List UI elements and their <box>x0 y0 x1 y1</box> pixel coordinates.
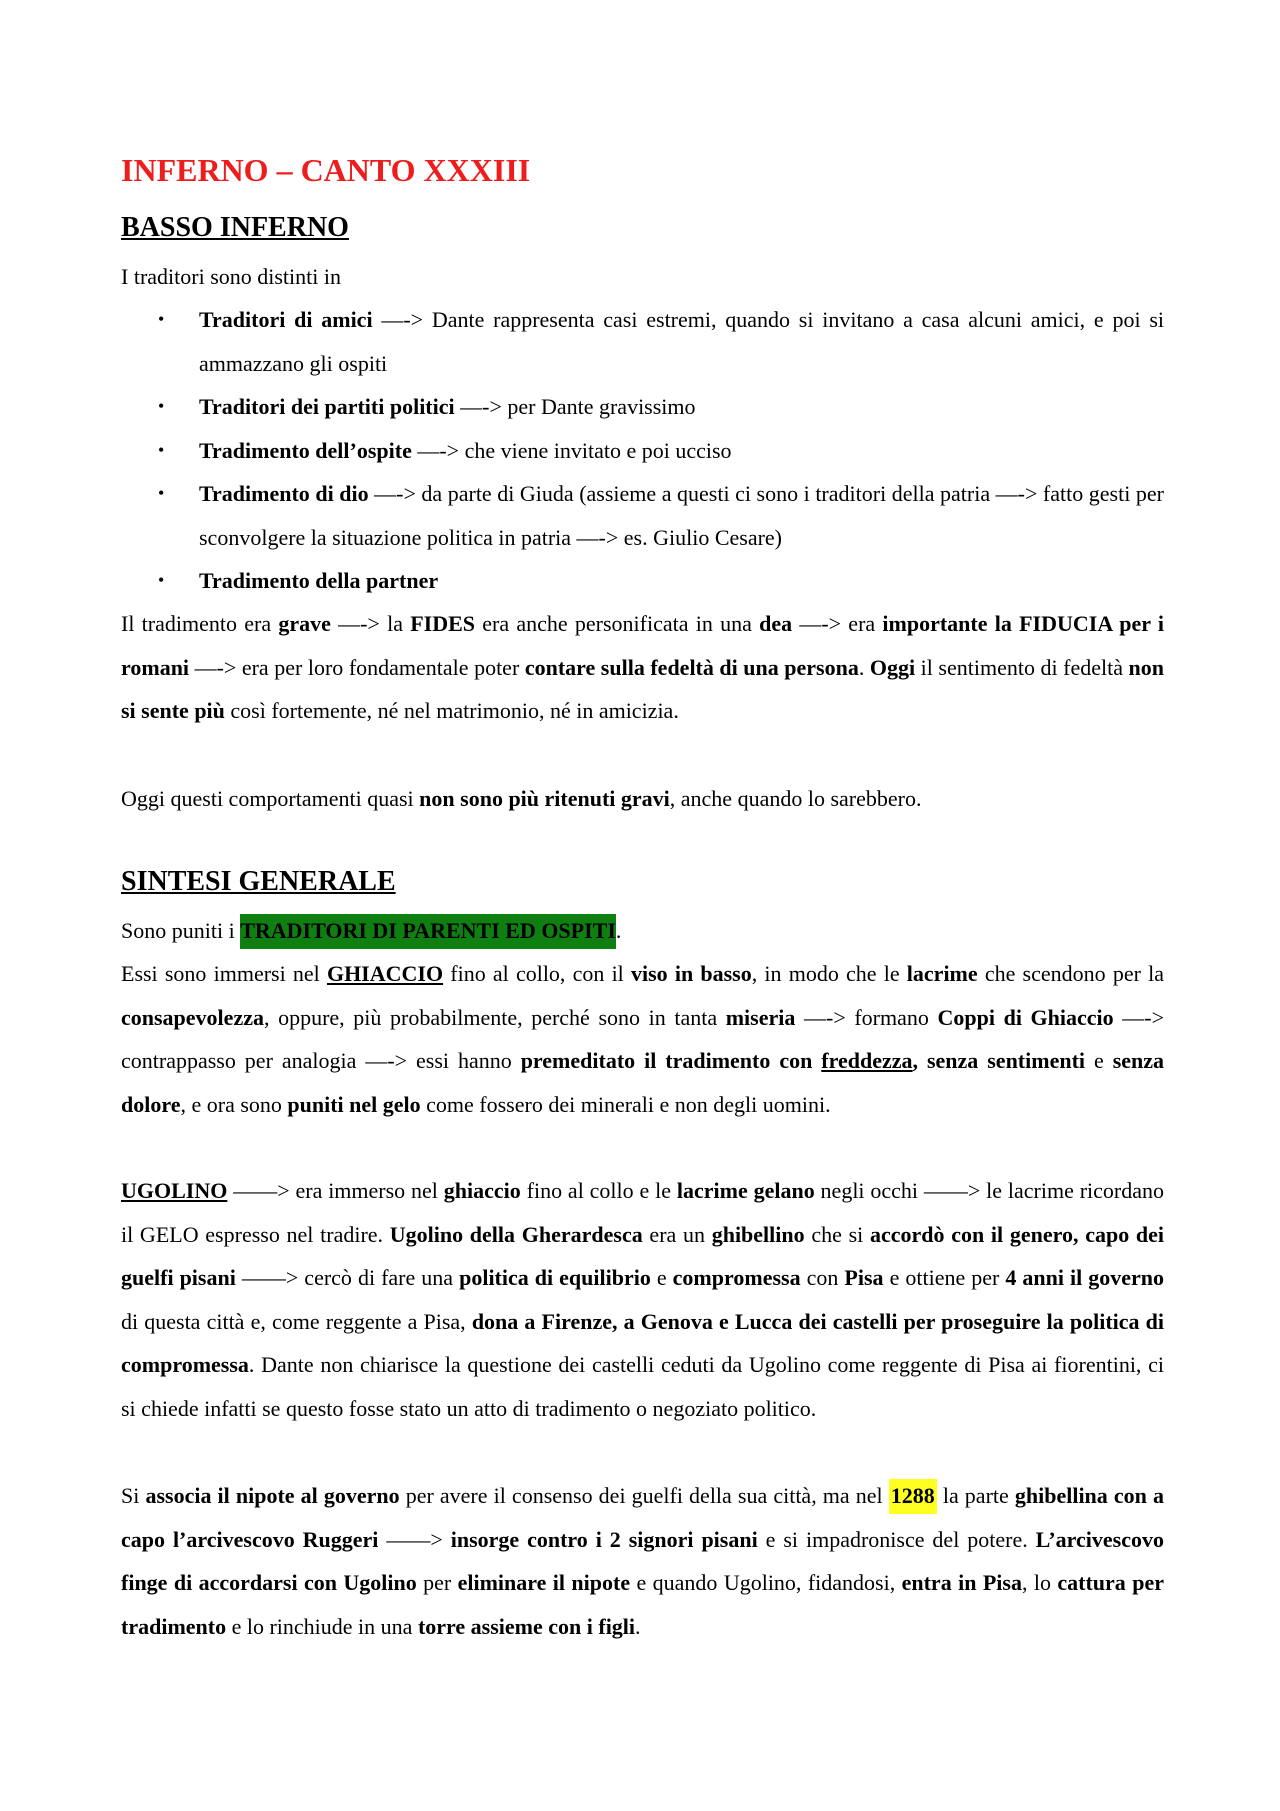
list-item <box>121 429 1164 473</box>
intro-paragraph: I traditori sono distinti in <box>121 264 341 289</box>
list-item-term: Traditori dei partiti politici <box>199 394 455 419</box>
section-heading-sintesi-generale: SINTESI GENERALE <box>121 866 396 897</box>
list-item-text: —-> per Dante gravissimo <box>454 394 696 419</box>
paragraph-tradimento-grave: Il tradimento era grave —-> la FIDES era anche personificata in una dea —-> era importante la FIDUCIA per i romani —-> era per loro fondamentale poter contare sulla fedeltà di una persona. Oggi il sentimento di fedeltà non si sente più così fortemente, né nel matrimonio, né in amicizia. <box>121 611 1164 723</box>
highlight-yellow: 1288 <box>889 1479 937 1514</box>
bullet-icon: • <box>158 309 165 329</box>
list-item <box>121 298 1164 385</box>
list-item-text: —-> da parte di Giuda (assieme a questi ci sono i traditori della patria —-> fatto gesti per sconvolgere la situazione politica in patria —-> es. Giulio Cesare) <box>199 481 1164 550</box>
paragraph-nipote: Si associa il nipote al governo per avere il consenso dei guelfi della sua città, ma nel 1288 la parte ghibellina con a capo l’arcivescovo Ruggeri ——> insorge contro i 2 signori pisani e si impadronisce del potere. L’arcivescovo finge di accordarsi con Ugolino per eliminare il nipote e quando Ugolino, fidandosi, entra in Pisa, lo cattura per tradimento e lo rinchiude in una torre assieme con i figli. <box>121 1474 1164 1648</box>
paragraph-puniti: Sono puniti i TRADITORI DI PARENTI ED OSPITI. <box>121 909 621 953</box>
bullet-icon: • <box>158 570 165 590</box>
list-item-term: Traditori di amici <box>199 307 373 332</box>
list-item-text: —-> Dante rappresenta casi estremi, quando si invitano a casa alcuni amici, e poi si ammazzano gli ospiti <box>199 307 1164 376</box>
list-item <box>121 472 1164 559</box>
list-item <box>121 559 1164 603</box>
list-item-text: —-> che viene invitato e poi ucciso <box>411 437 732 463</box>
paragraph-ghiaccio: Essi sono immersi nel GHIACCIO fino al collo, con il viso in basso, in modo che le lacrime che scendono per la consapevolezza, oppure, più probabilmente, perché sono in tanta miseria —-> formano Coppi di Ghiaccio —-> contrappasso per analogia —-> essi hanno premeditato il tradimento con freddezza, senza sentimenti e senza dolore, e ora sono puniti nel gelo come fossero dei minerali e non degli uomini. <box>121 961 1165 1117</box>
paragraph-ugolino: UGOLINO ——> era immerso nel ghiaccio fino al collo e le lacrime gelano negli occhi ——> le lacrime ricordano il GELO espresso nel tradire. Ugolino della Gherardesca era un ghibellino che si accordò con il genero, capo dei guelfi pisani ——> cercò di fare una politica di equilibrio e compromessa con Pisa e ottiene per 4 anni il governo di questa città e, come reggente a Pisa, dona a Firenze, a Genova e Lucca dei castelli per proseguire la politica di compromessa. Dante non chiarisce la questione dei castelli ceduti da Ugolino come reggente di Pisa ai fiorentini, ci si chiede infatti se questo fosse stato un atto di tradimento o negoziato politico. <box>121 1178 1165 1421</box>
list-item-term: Tradimento dell’ospite <box>199 437 412 463</box>
bullet-icon: • <box>158 396 165 416</box>
bullet-icon: • <box>158 439 165 460</box>
section-heading-basso-inferno: BASSO INFERNO <box>121 212 349 243</box>
list-item-term: Tradimento di dio <box>199 481 369 506</box>
page-title: INFERNO – CANTO XXXIII <box>121 152 531 188</box>
highlight-green: TRADITORI DI PARENTI ED OSPITI <box>240 914 616 949</box>
paragraph-oggi: Oggi questi comportamenti quasi non sono più ritenuti gravi, anche quando lo sarebbero. <box>121 786 922 811</box>
traitors-list <box>121 298 1164 603</box>
list-item <box>121 385 1164 429</box>
list-item-term: Tradimento della partner <box>199 568 439 593</box>
bullet-icon: • <box>158 483 165 503</box>
